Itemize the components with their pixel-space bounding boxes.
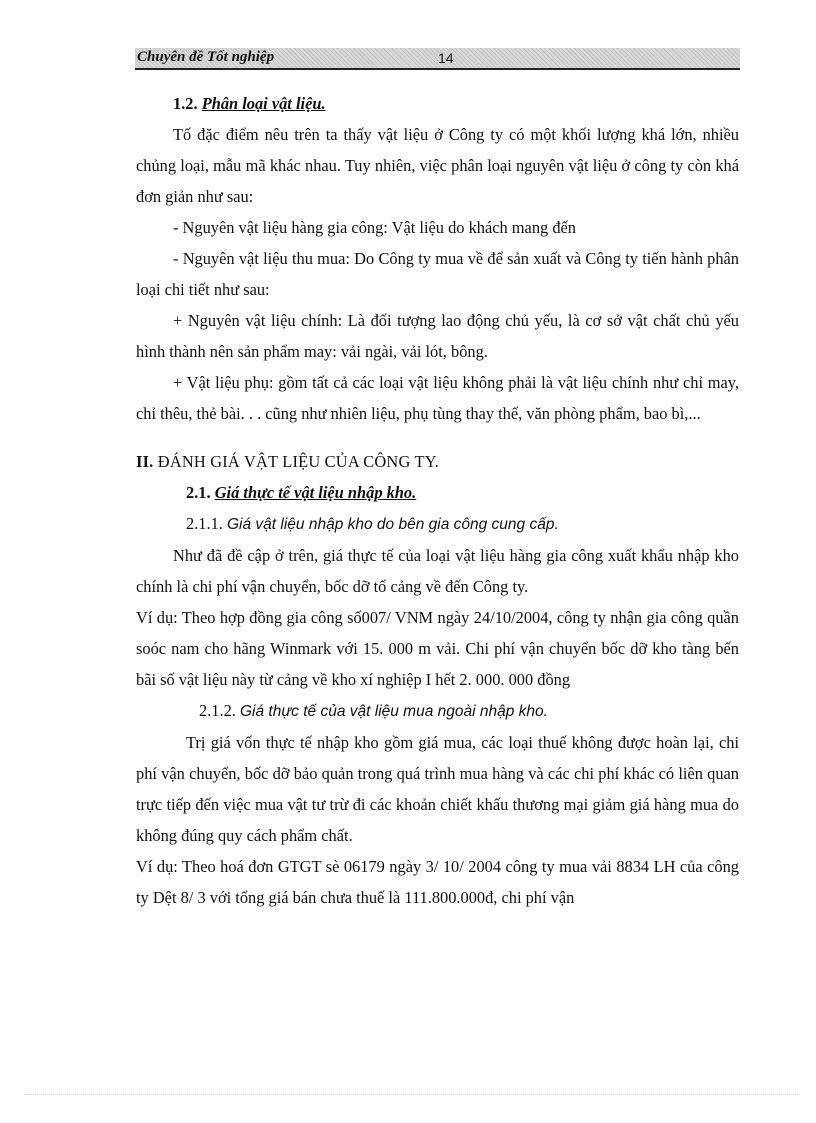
section-title: ĐÁNH GIÁ VẬT LIỆU CỦA CÔNG TY.: [157, 452, 439, 471]
paragraph: Như đã đề cập ở trên, giá thực tế của loại vật liệu hàng gia công xuất khẩu nhập kho chính là chi phí vận chuyển, bốc dỡ tố cảng về đến Công ty.: [136, 546, 739, 596]
footer-divider: [24, 1094, 800, 1095]
paragraph: Trị giá vốn thực tế nhập kho gồm giá mua, các loại thuế không được hoàn lại, chi phí vận chuyển, bốc dỡ bảo quản trong quá trình mua hàng và các chi phí khác có liên quan trực tiếp đến việc mua vật tư trừ đi các khoản chiết khấu thương mại giảm giá hàng mua do không đúng quy cách phẩm chất.: [136, 733, 739, 845]
paragraph: Tố đặc điểm nêu trên ta thấy vật liệu ở Công ty có một khối lượng khá lớn, nhiều chủng loại, mẫu mã khác nhau. Tuy nhiên, việc phân loại nguyên vật liệu ở công ty còn khá đơn giản như sau:: [136, 125, 739, 206]
section-title: Giá vật liệu nhập kho do bên gia công cung cấp.: [227, 516, 559, 533]
section-title: Phân loại vật liệu.: [201, 94, 326, 113]
page-header: [135, 48, 740, 70]
section-heading-1-2: [136, 88, 739, 119]
header-title: Chuyên đề Tốt nghiệp: [137, 49, 275, 65]
section-number: 2.1.2.: [199, 701, 236, 720]
section-title: Giá thực tế của vật liệu mua ngoài nhập kho.: [240, 703, 548, 720]
page-number: 14: [438, 50, 454, 66]
list-item: + Vật liệu phụ: gồm tất cả các loại vật liệu không phải là vật liệu chính như chỉ may, chỉ thêu, thẻ bài. . . cũng như nhiên liệu, phụ tùng thay thế, văn phòng phẩm, bao bì,...: [136, 373, 739, 423]
section-heading-II: [136, 446, 739, 477]
example-paragraph: Ví dụ: Theo hợp đồng gia công số007/ VNM ngày 24/10/2004, công ty nhận gia công quần soóc nam cho hãng Winmark với 15. 000 m vải. Chi phí vận chuyển bốc dỡ kho tàng bến bãi số vật liệu này từ cảng về kho xí nghiệp I hết 2. 000. 000 đồng: [136, 608, 739, 689]
section-number: 1.2.: [173, 94, 198, 113]
document-body: [136, 88, 739, 913]
list-item: - Nguyên vật liệu hàng gia công: Vật liệu do khách mang đến: [173, 218, 576, 237]
list-item: - Nguyên vật liệu thu mua: Do Công ty mua về để sản xuất và Công ty tiến hành phân loại chi tiết như sau:: [136, 249, 739, 299]
list-item: + Nguyên vật liệu chính: Là đối tượng lao động chủ yếu, là cơ sở vật chất chủ yếu hình thành nên sản phẩm may: vải ngài, vải lót, bông.: [136, 311, 739, 361]
section-number: 2.1.: [186, 483, 211, 502]
section-number: 2.1.1.: [186, 514, 223, 533]
example-paragraph: Ví dụ: Theo hoá đơn GTGT sè 06179 ngày 3/ 10/ 2004 công ty mua vải 8834 LH của công ty Dệt 8/ 3 với tổng giá bán chưa thuế là 111.800.000đ, chi phí vận: [136, 857, 739, 907]
section-heading-2-1: [136, 477, 739, 508]
section-heading-2-1-2: [136, 695, 739, 727]
section-number: II.: [136, 452, 154, 471]
section-title: Giá thực tế vật liệu nhập kho.: [214, 483, 417, 502]
section-heading-2-1-1: [136, 508, 739, 540]
